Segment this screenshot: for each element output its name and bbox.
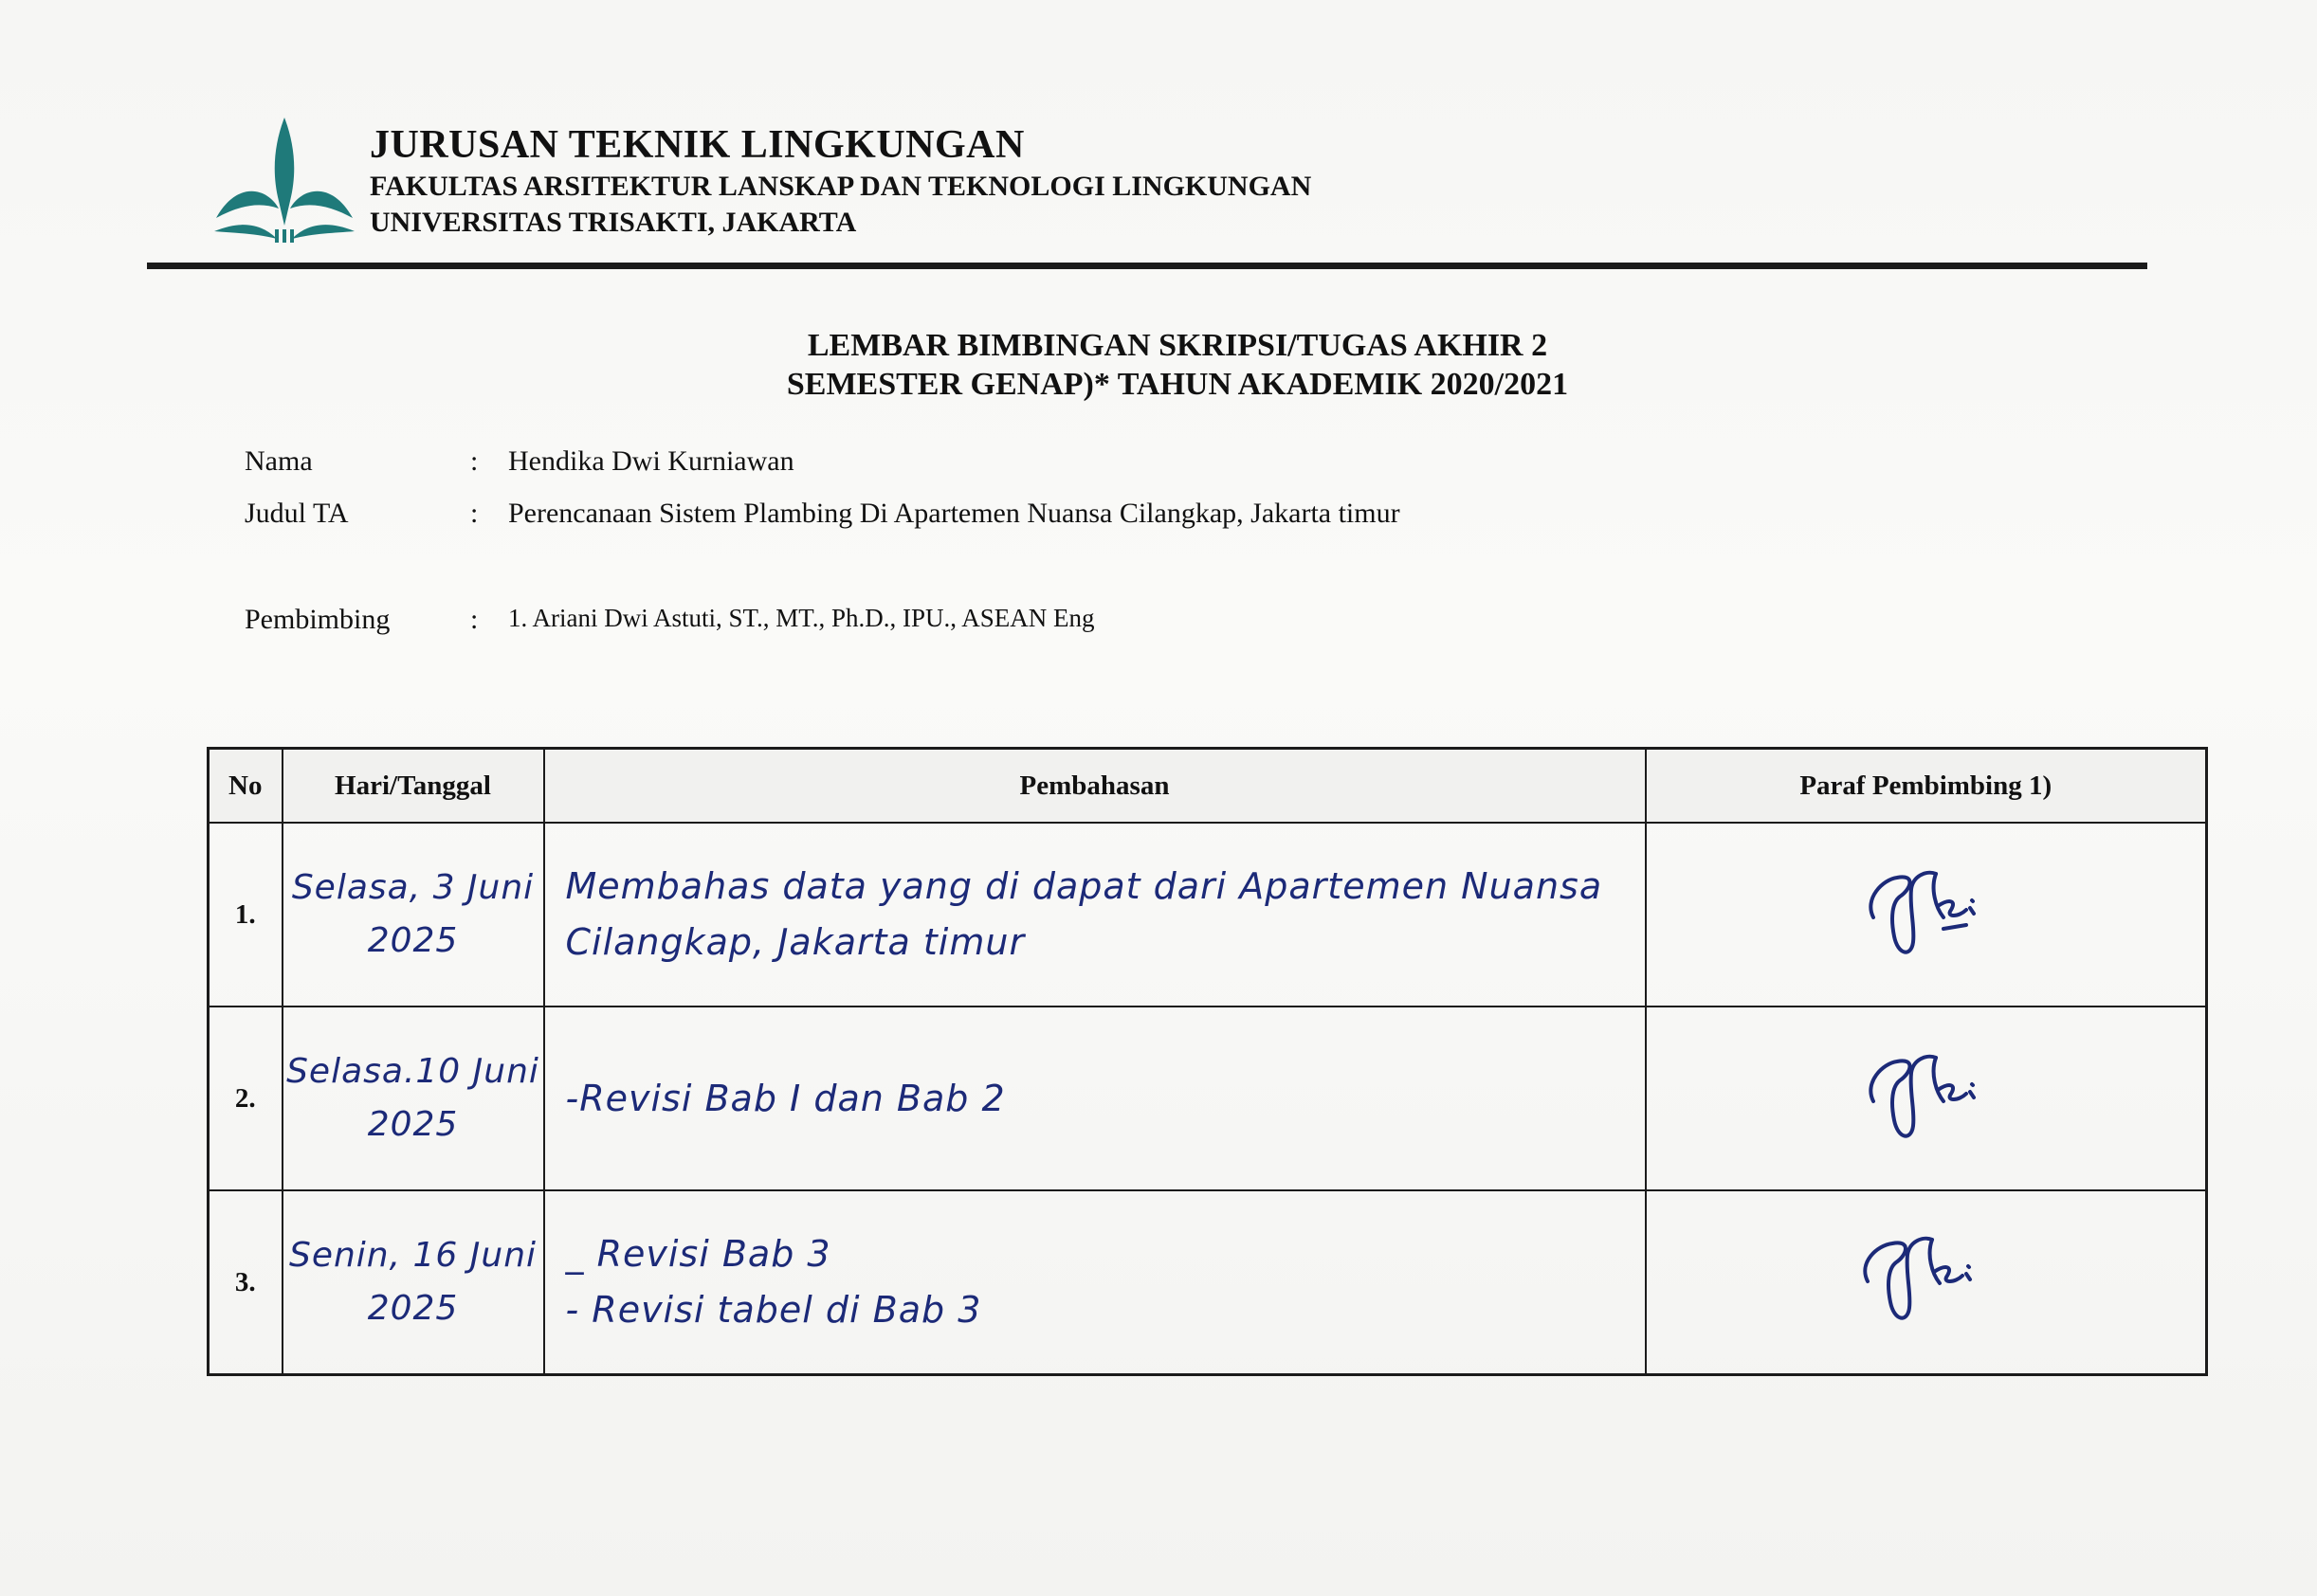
table-row xyxy=(209,1190,2207,1375)
discussion-line: _ Revisi Bab 3 xyxy=(565,1233,831,1276)
row-number: 2. xyxy=(209,1007,283,1190)
table-header-row xyxy=(209,749,2207,824)
discussion-line: Cilangkap, Jakarta timur xyxy=(565,921,1026,963)
table-row xyxy=(209,823,2207,1007)
header-date: Hari/Tanggal xyxy=(283,749,544,824)
colon: : xyxy=(470,498,479,529)
advisor-signature-icon xyxy=(1845,851,2006,974)
discussion-line: - Revisi tabel di Bab 3 xyxy=(565,1289,982,1331)
date-day: Senin, 16 Juni xyxy=(288,1236,538,1276)
colon: : xyxy=(470,604,479,635)
document-title xyxy=(0,327,2317,405)
row-signature xyxy=(1646,823,2207,1007)
row-discussion xyxy=(544,823,1646,1007)
date-year: 2025 xyxy=(367,1289,459,1328)
faculty-name: FAKULTAS ARSITEKTUR LANSKAP DAN TEKNOLOGI LINGKUNGAN xyxy=(370,171,1312,202)
university-logo-icon xyxy=(209,114,360,246)
advisor-signature-icon xyxy=(1845,1219,2006,1342)
row-date xyxy=(283,1007,544,1190)
date-day: Selasa.10 Juni xyxy=(286,1052,539,1092)
thesis-title-value: Perencanaan Sistem Plambing Di Apartemen Nuansa Cilangkap, Jakarta timur xyxy=(508,498,1400,529)
date-year: 2025 xyxy=(367,1105,459,1144)
row-discussion xyxy=(544,1007,1646,1190)
advisor-value: 1. Ariani Dwi Astuti, ST., MT., Ph.D., IPU., ASEAN Eng xyxy=(508,604,1095,632)
row-signature xyxy=(1646,1007,2207,1190)
row-date xyxy=(283,823,544,1007)
header-signature: Paraf Pembimbing 1) xyxy=(1646,749,2207,824)
advisor-signature-icon xyxy=(1845,1035,2006,1158)
discussion-line: -Revisi Bab I dan Bab 2 xyxy=(565,1077,1006,1119)
advisor-label: Pembimbing xyxy=(245,604,391,635)
discussion-line: Membahas data yang di dapat dari Apartemen Nuansa xyxy=(565,865,1603,908)
row-number: 3. xyxy=(209,1190,283,1375)
row-signature xyxy=(1646,1190,2207,1375)
title-line-1: LEMBAR BIMBINGAN SKRIPSI/TUGAS AKHIR 2 xyxy=(807,328,1548,363)
date-day: Selasa, 3 Juni xyxy=(291,868,535,908)
thesis-title-label: Judul TA xyxy=(245,498,349,529)
header-no: No xyxy=(209,749,283,824)
student-name-label: Nama xyxy=(245,445,313,477)
institution-name xyxy=(370,125,1311,237)
header-discussion: Pembahasan xyxy=(544,749,1646,824)
date-year: 2025 xyxy=(367,921,459,960)
colon: : xyxy=(470,445,479,477)
row-date xyxy=(283,1190,544,1375)
department-name: JURUSAN TEKNIK LINGKUNGAN xyxy=(370,123,1025,167)
row-discussion xyxy=(544,1190,1646,1375)
row-number: 1. xyxy=(209,823,283,1007)
student-name-value: Hendika Dwi Kurniawan xyxy=(508,445,794,477)
letterhead xyxy=(209,114,2152,275)
header-divider xyxy=(147,263,2147,269)
university-name: UNIVERSITAS TRISAKTI, JAKARTA xyxy=(370,207,857,238)
guidance-table xyxy=(207,747,2208,1376)
title-line-2: SEMESTER GENAP)* TAHUN AKADEMIK 2020/2021 xyxy=(786,366,1569,402)
table-row xyxy=(209,1007,2207,1190)
